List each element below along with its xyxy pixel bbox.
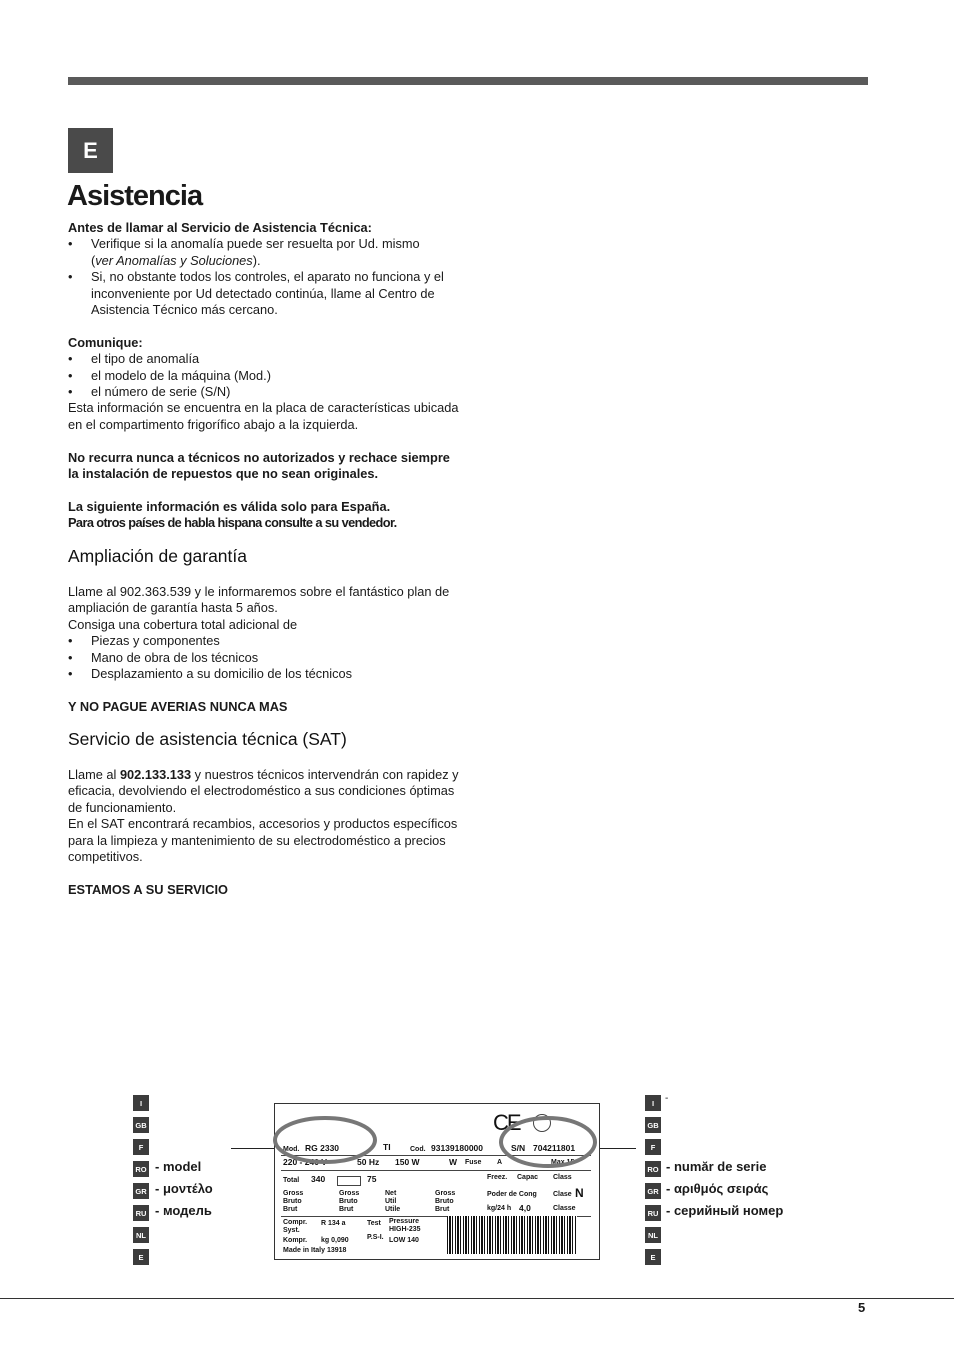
sat-section	[68, 767, 460, 898]
lang-code: GB	[133, 1117, 149, 1133]
top-divider-bar	[68, 77, 868, 85]
bullet-item: • Mano de obra de los técnicos	[68, 650, 460, 666]
sat-phone: 902.133.133	[119, 767, 192, 782]
sat-heading: Servicio de asistencia técnica (SAT)	[68, 729, 347, 749]
lang-code: RO	[645, 1161, 661, 1177]
lang-code: RU	[133, 1205, 149, 1221]
garantia-text-2: Consiga una cobertura total adicional de	[68, 616, 298, 632]
footer-divider	[0, 1298, 954, 1299]
page-number: 5	[858, 1300, 866, 1315]
language-codes-left	[133, 1095, 149, 1271]
lang-code: GR	[645, 1183, 661, 1199]
language-tab: E	[68, 128, 113, 173]
star-rating-icon	[337, 1176, 361, 1186]
caption-serial-ru: - серийный номер	[666, 1203, 784, 1218]
model-highlight-oval	[270, 1112, 380, 1168]
warning-text: No recurra nunca a técnicos no autorizados y rechace siempre la instalación de repuestos que no sean originales.	[68, 449, 450, 482]
intro-heading: Antes de llamar al Servicio de Asistencia Técnica:	[68, 220, 372, 235]
intro-section	[68, 220, 460, 532]
lang-code: F	[645, 1139, 661, 1155]
lang-code: I	[133, 1095, 149, 1111]
garantia-closing: Y NO PAGUE AVERIAS NUNCA MAS	[68, 698, 288, 714]
caption-model: - model	[155, 1159, 202, 1174]
bullet-item: • Piezas y componentes	[68, 633, 460, 649]
caption-model-gr: - μοντέλο	[155, 1181, 213, 1196]
bullet-item: • Desplazamiento a su domicilio de los técnicos	[68, 666, 460, 682]
serial-captions	[666, 1156, 783, 1222]
sat-text-2: En el SAT encontrará recambios, accesorios y productos específicos para la limpieza y mantenimiento de su electrodoméstico a precios competitivos.	[68, 816, 458, 865]
lang-code: F	[133, 1139, 149, 1155]
bullet-item: • el modelo de la máquina (Mod.)	[68, 368, 460, 384]
model-captions	[155, 1156, 213, 1222]
lang-code: GR	[133, 1183, 149, 1199]
lang-code: E	[133, 1249, 149, 1265]
spain-note-2: Para otros países de habla hispana consulte a su vendedor.	[68, 515, 397, 531]
caption-serial-ro: - număr de serie	[666, 1159, 767, 1174]
lang-code: I	[645, 1095, 661, 1111]
bullet-item: • Verifique si la anomalía puede ser resuelta por Ud. mismo (ver Anomalías y Soluciones).	[68, 236, 460, 269]
sat-closing: ESTAMOS A SU SERVICIO	[68, 881, 228, 897]
plate-model: RG 2330	[305, 1143, 340, 1153]
serial-highlight-oval	[496, 1112, 600, 1172]
right-dash: -	[665, 1093, 669, 1104]
plate-code: 93139180000	[431, 1143, 484, 1153]
bullet-item: • el número de serie (S/N)	[68, 384, 460, 400]
barcode	[447, 1216, 577, 1254]
garantia-heading: Ampliación de garantía	[68, 546, 247, 566]
page-title: Asistencia	[67, 180, 203, 212]
comunique-note: Esta información se encuentra en la placa de características ubicada en el compartimento frigorífico abajo a la izquierda.	[68, 400, 459, 432]
garantia-section	[68, 584, 460, 715]
lang-code: E	[645, 1249, 661, 1265]
garantia-text: Llame al 902.363.539 y le informaremos sobre el fantástico plan de ampliación de garantía hasta 5 años.	[68, 584, 450, 616]
lang-code: RO	[133, 1161, 149, 1177]
lang-code: GB	[645, 1117, 661, 1133]
spain-note-1: La siguiente información es válida solo para España.	[68, 498, 391, 514]
bullet-item: • el tipo de anomalía	[68, 351, 460, 367]
bullet-item: • Si, no obstante todos los controles, el aparato no funciona y el inconveniente por Ud detectado continúa, llame al Centro de Asistencia Técnico más cercano.	[68, 269, 460, 318]
plate-serial: 704211801	[533, 1143, 576, 1153]
sat-text: Llame al 902.133.133 y nuestros técnicos intervendrán con rapidez y eficacia, devolviendo el electrodoméstico a sus condiciones óptimas de funcionamiento.	[68, 767, 459, 815]
caption-serial-gr: - αριθμός σειράς	[666, 1181, 769, 1196]
lang-code: NL	[645, 1227, 661, 1243]
rating-plate: CE Mod. RG 2330 TI Cod. 93139180000 S/N 704211801 220 - 240 V~ 50 Hz 150 W W Fuse A Max 15 Total 340 75 Freez. Capac Class Gross Bruto Brut Gross Bruto Brut Net Util Utile Gross Bruto Brut Poder de Cong Clase N kg/24 h 4,0 Classe Compr. Syst. R 134 a Test Pressure HIGH-235 Kompr. kg 0,090 P.S-I. LOW 140 Made in Italy 13918	[274, 1103, 600, 1260]
lang-code: RU	[645, 1205, 661, 1221]
language-codes-right	[645, 1095, 661, 1271]
ce-mark: CE	[493, 1110, 520, 1135]
lang-code: NL	[133, 1227, 149, 1243]
comunique-heading: Comunique:	[68, 334, 143, 350]
caption-model-ru: - модель	[155, 1203, 212, 1218]
